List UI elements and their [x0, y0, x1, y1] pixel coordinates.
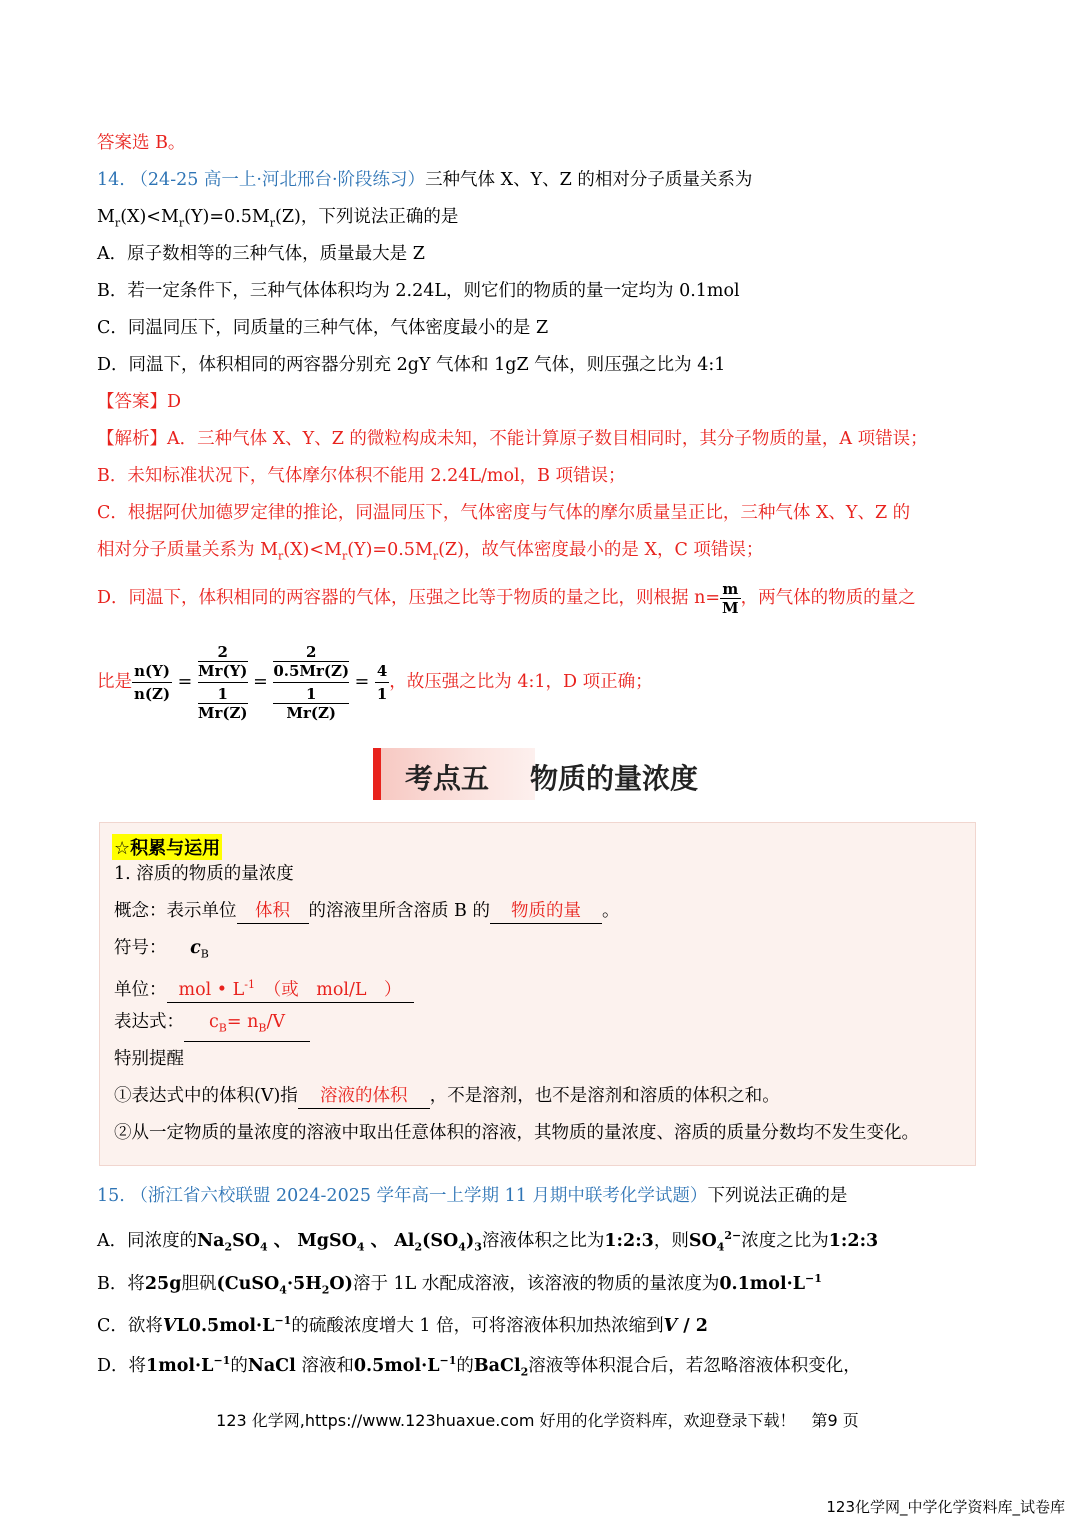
q14-answer: 【答案】D	[97, 392, 182, 412]
symbol-sub: B	[200, 947, 209, 961]
note-1-fill: 溶液的体积	[298, 1084, 430, 1109]
symbol-label: 符号：	[114, 938, 167, 958]
accumulate-tag: ☆积累与运用	[112, 834, 222, 860]
concept-suffix: 。	[602, 901, 620, 921]
q14-relation-formula: $M_r(X)<M_r(Y)=0.5M_r(Z)$	[97, 207, 301, 230]
box-heading: 1. 溶质的物质的量浓度	[114, 864, 294, 884]
four-over-one-fraction: $\frac{4}{1}$	[376, 662, 388, 703]
q14-stem-suffix: ，下列说法正确的是	[300, 207, 459, 227]
q15-stem-text: 下列说法正确的是	[707, 1186, 848, 1206]
q14-analysis-c2-suffix: ，故气体密度最小的是 X，C 项错误；	[463, 540, 764, 560]
q14-analysis-d1	[97, 577, 916, 619]
q15-option-b-mass: 25g	[144, 1273, 182, 1294]
q15-option-c-solution: $VL0.5mol\cdot L^{-1}$	[162, 1314, 292, 1336]
q15-option-c-mid: 的硫酸浓度增大 1 倍，可将溶液体积加热浓缩到	[291, 1315, 664, 1336]
q15-option-a-prefix: A．同浓度的	[97, 1230, 198, 1251]
q14-analysis-b: B．未知标准状况下，气体摩尔体积不能用 2.24L/mol，B 项错误；	[97, 466, 626, 486]
q15-option-c-volume: V / 2	[663, 1315, 708, 1336]
blue-vitriol-formula: $(CuSO_4\cdot 5H_2O)$	[216, 1273, 353, 1297]
previous-answer: 答案选 B。	[97, 133, 186, 153]
nacl-formula: NaCl	[247, 1355, 296, 1376]
expression-label: 表达式：	[114, 1012, 184, 1032]
concept-line	[114, 899, 620, 924]
q15-option-a-suffix: 浓度之比为	[741, 1230, 829, 1251]
q14-stem-line1	[97, 168, 752, 192]
q14-stem-line2	[97, 205, 458, 236]
q14-source: （24-25 高一上·河北邢台·阶段练习）	[130, 170, 426, 190]
bacl2-formula: BaCl$_2$	[473, 1355, 529, 1379]
q15-option-d: D．将$1mol\cdot L^{-1}$的NaCl 溶液和$0.5mol\cdot L^{-1}$的BaCl$_2$溶液等体积混合后，若忽略溶液体积变化，	[97, 1354, 861, 1379]
q14-analysis-d2: 比是 $\frac{n(Y)}{n(Z)}$ = 2 Mr(Y) 1 Mr(Z) = 2 0.5Mr(Z) 1 Mr(Z) = $\frac{4}{1}$ ，故压强之比为 4:1，D 项正确；	[97, 643, 653, 722]
unit-label: 单位：	[114, 979, 167, 1000]
q14-analysis-c2-formula: $M_r(X)<M_r(Y)=0.5M_r(Z)$	[260, 540, 464, 563]
q14-option-c: C．同温同压下，同质量的三种气体，气体密度最小的是 Z	[97, 318, 549, 338]
q15-source: （浙江省六校联盟 2024-2025 学年高一上学期 11 月期中联考化学试题）	[130, 1186, 708, 1206]
ny-over-nz-fraction: $\frac{n(Y)}{n(Z)}$	[134, 662, 171, 703]
q14-stem: 三种气体 X、Y、Z 的相对分子质量关系为	[425, 170, 753, 190]
complex-fraction-2: 2 0.5Mr(Z) 1 Mr(Z)	[273, 643, 350, 722]
q15-option-a-mid: 溶液体积之比为	[481, 1230, 605, 1251]
q14-analysis-d2-suffix: ，故压强之比为 4:1，D 项正确；	[389, 672, 653, 692]
complex-fraction-1: 2 Mr(Y) 1 Mr(Z)	[197, 643, 248, 722]
concept-mid: 的溶液里所含溶质 B 的	[308, 901, 490, 921]
q14-analysis-a: 【解析】A．三种气体 X、Y、Z 的微粒构成未知，不能计算原子数目相同时，其分子物质的量，A 项错误；	[97, 429, 928, 449]
sulfate-ion-formula: $SO_4^{2-}$	[688, 1229, 742, 1254]
section-label: 考点五	[405, 762, 490, 795]
q14-analysis-c1: C．根据阿伏加德罗定律的推论，同温同压下，气体密度与气体的摩尔质量呈正比，三种气体 X、Y、Z 的	[97, 503, 911, 523]
q15-stem	[97, 1184, 847, 1208]
q15-option-a-formulas: $Na_2SO_4$ 、 MgSO$_4$ 、 $Al_2(SO_4)_3$	[197, 1230, 482, 1254]
q14-option-b: B．若一定条件下，三种气体体积均为 2.24L，则它们的物质的量一定均为 0.1mol	[97, 281, 740, 301]
note-1-suffix: ，不是溶剂，也不是溶剂和溶质的体积之和。	[429, 1086, 780, 1106]
unit-line	[114, 973, 414, 1003]
q15-option-b-concentration: $0.1mol\cdot L^{-1}$	[719, 1272, 822, 1294]
expression-line	[114, 1010, 310, 1042]
symbol-value: c	[190, 938, 201, 958]
q14-analysis-c2	[97, 538, 763, 569]
concept-prefix: 概念：表示单位	[114, 901, 237, 921]
n-equals-m-over-M-fraction: $\frac{m}{M}$	[722, 580, 739, 617]
concept-fill-amount: 物质的量	[490, 899, 602, 924]
section-title: 物质的量浓度	[530, 762, 699, 795]
expression-fill: $c_B= n_B/V$	[184, 1010, 310, 1042]
q15-option-b-mid2: 溶于 1L 水配成溶液，该溶液的物质的量浓度为	[352, 1273, 720, 1294]
q15-option-c	[97, 1309, 708, 1338]
q15-option-d-conc2: $0.5mol\cdot L^{-1}$	[353, 1354, 457, 1376]
q14-analysis-d1-suffix: ，两气体的物质的量之	[740, 588, 916, 608]
unit-fill: mol • $L^{-1}$ （或 mol/L ）	[167, 973, 414, 1003]
q14-number: 14.	[97, 170, 125, 190]
q14-option-a: A．原子数相等的三种气体，质量最大是 Z	[97, 244, 425, 264]
q15-option-a-ratio-2: 1:2:3	[828, 1230, 879, 1251]
q15-option-d-prefix: D．将	[97, 1355, 147, 1376]
q15-option-b-prefix: B．将	[97, 1273, 145, 1294]
note-1-prefix: ①表达式中的体积(V)指	[114, 1086, 298, 1106]
note-2: ②从一定物质的量浓度的溶液中取出任意体积的溶液，其物质的量浓度、溶质的质量分数均不发生变化。	[114, 1123, 919, 1143]
note-1	[114, 1084, 780, 1109]
q15-option-d-mid: 溶液和	[301, 1355, 354, 1376]
q15-option-b-mid: 胆矾	[181, 1273, 217, 1294]
q15-option-a-mid2: ，则	[653, 1230, 689, 1251]
note-title: 特别提醒	[114, 1049, 184, 1069]
q15-number: 15.	[97, 1186, 125, 1206]
q15-option-a-ratio: 1:2:3	[604, 1230, 654, 1251]
q14-option-d: D．同温下，体积相同的两容器分别充 2gY 气体和 1gZ 气体，则压强之比为 4:1	[97, 355, 726, 375]
q15-option-a	[97, 1224, 878, 1259]
q15-option-d-suffix: 溶液等体积混合后，若忽略溶液体积变化，	[528, 1355, 861, 1376]
symbol-line	[114, 936, 209, 967]
q15-option-d-nacl: $1mol\cdot L^{-1}$	[146, 1354, 231, 1376]
q14-analysis-d1-text: D．同温下，体积相同的两容器的气体，压强之比等于物质的量之比，则根据 n=	[97, 588, 721, 608]
page-footer: 123 化学网,https://www.123huaxue.com 好用的化学资料库，欢迎登录下载！ 第9 页	[216, 1411, 859, 1430]
q15-option-c-prefix: C．欲将	[97, 1315, 163, 1336]
q15-option-b	[97, 1267, 822, 1302]
concept-fill-volume: 体积	[237, 899, 309, 924]
corner-watermark: 123化学网_中学化学资料库_试卷库	[826, 1498, 1065, 1516]
q14-analysis-d2-prefix: 比是	[97, 672, 132, 692]
q14-analysis-c2-prefix: 相对分子质量关系为	[97, 540, 261, 560]
